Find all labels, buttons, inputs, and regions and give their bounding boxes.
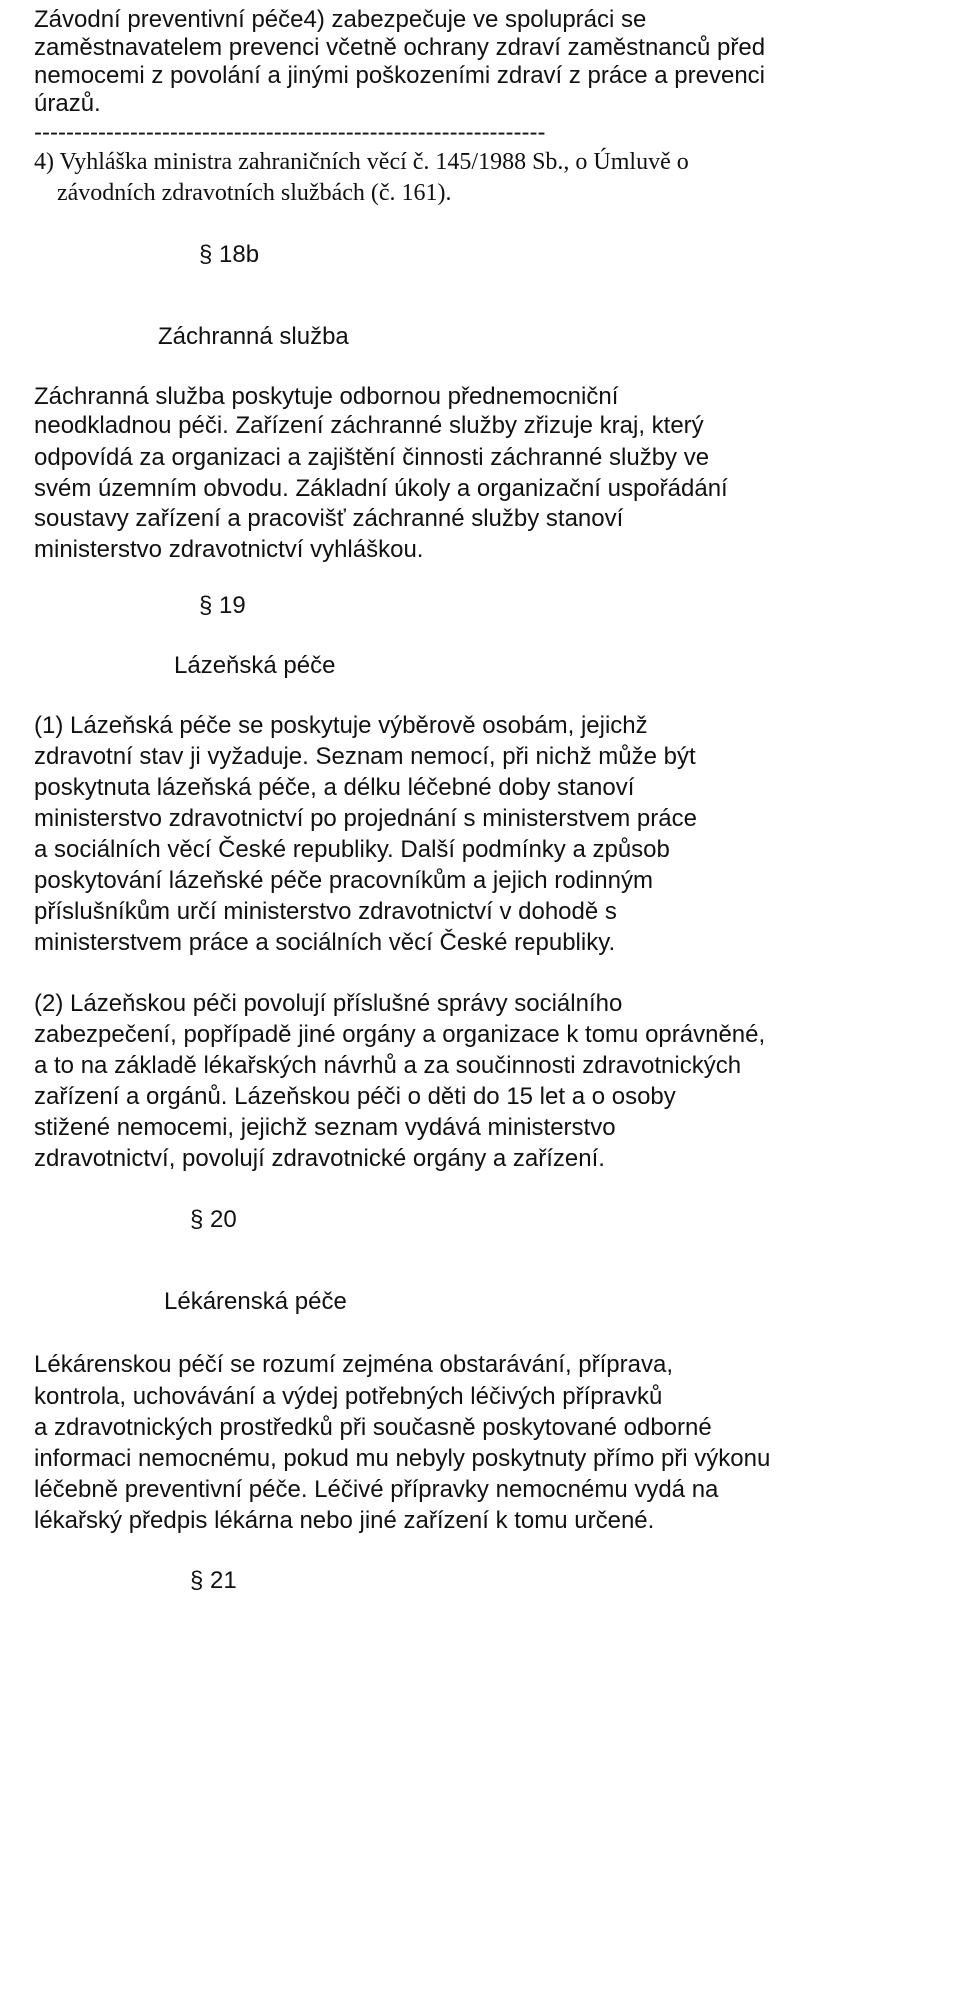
section-19-p1-line-8: ministerstvem práce a sociálních věcí České republiky.: [34, 929, 616, 956]
section-20-line-2: kontrola, uchovávání a výdej potřebných léčivých přípravků: [34, 1383, 663, 1410]
section-19-title: Lázeňská péče: [174, 652, 336, 679]
section-19-p1-line-6: poskytování lázeňské péče pracovníkům a jejich rodinným: [34, 867, 653, 894]
section-19-p1-line-4: ministerstvo zdravotnictví po projednání s ministerstvem práce: [34, 805, 697, 832]
section-18b-line-4: svém územním obvodu. Základní úkoly a organizační uspořádání: [34, 475, 728, 502]
section-20-line-4: informaci nemocnému, pokud mu nebyly poskytnuty přímo při výkonu: [34, 1445, 771, 1472]
footnote-line-2: závodních zdravotních službách (č. 161).: [57, 180, 452, 206]
section-19-p2-line-6: zdravotnictví, povolují zdravotnické orgány a zařízení.: [34, 1145, 605, 1172]
section-20-line-3: a zdravotnických prostředků při současně poskytované odborné: [34, 1414, 712, 1441]
section-21-number: § 21: [190, 1567, 237, 1594]
section-18b-line-1: Záchranná služba poskytuje odbornou přednemocniční: [34, 383, 619, 410]
section-18b-title: Záchranná služba: [158, 323, 349, 350]
section-19-p2-line-4: zařízení a orgánů. Lázeňskou péči o děti do 15 let a o osoby: [34, 1083, 676, 1110]
footnote-line-1: 4) Vyhláška ministra zahraničních věcí č. 145/1988 Sb., o Úmluvě o: [34, 149, 689, 175]
section-20-line-6: lékařský předpis lékárna nebo jiné zařízení k tomu určené.: [34, 1507, 655, 1534]
section-20-number: § 20: [190, 1206, 237, 1233]
section-18b-line-3: odpovídá za organizaci a zajištění činnosti záchranné služby ve: [34, 444, 710, 471]
section-19-number: § 19: [199, 592, 246, 619]
section-19-p1-line-3: poskytnuta lázeňská péče, a délku léčebné doby stanoví: [34, 774, 635, 801]
section-19-p1-line-7: příslušníkům určí ministerstvo zdravotnictví v dohodě s: [34, 898, 617, 925]
section-20-line-1: Lékárenskou péčí se rozumí zejména obstarávání, příprava,: [34, 1351, 673, 1378]
intro-line-1: Závodní preventivní péče4) zabezpečuje ve spolupráci se: [34, 6, 647, 33]
section-19-p1-line-2: zdravotní stav ji vyžaduje. Seznam nemocí, při nichž může být: [34, 743, 696, 770]
section-20-title: Lékárenská péče: [164, 1288, 347, 1315]
section-18b-line-2: neodkladnou péči. Zařízení záchranné služby zřizuje kraj, který: [34, 412, 704, 439]
section-19-p2-line-2: zabezpečení, popřípadě jiné orgány a organizace k tomu oprávněné,: [34, 1021, 766, 1048]
separator-line: ----------------------------------------------------------------: [34, 119, 546, 146]
section-20-line-5: léčebně preventivní péče. Léčivé přípravky nemocnému vydá na: [34, 1476, 719, 1503]
intro-line-2: zaměstnavatelem prevenci včetně ochrany zdraví zaměstnanců před: [34, 34, 766, 61]
intro-line-3: nemocemi z povolání a jinými poškozeními zdraví z práce a prevenci: [34, 62, 765, 89]
section-19-p2-line-5: stižené nemocemi, jejichž seznam vydává ministerstvo: [34, 1114, 616, 1141]
section-19-p2-line-3: a to na základě lékařských návrhů a za součinnosti zdravotnických: [34, 1052, 742, 1079]
section-18b-line-5: soustavy zařízení a pracovišť záchranné služby stanoví: [34, 505, 624, 532]
section-18b-line-6: ministerstvo zdravotnictví vyhláškou.: [34, 536, 424, 563]
intro-line-4: úrazů.: [34, 90, 101, 117]
section-19-p2-line-1: (2) Lázeňskou péči povolují příslušné správy sociálního: [34, 990, 623, 1017]
section-19-p1-line-5: a sociálních věcí České republiky. Další podmínky a způsob: [34, 836, 670, 863]
section-19-p1-line-1: (1) Lázeňská péče se poskytuje výběrově osobám, jejichž: [34, 712, 648, 739]
section-18b-number: § 18b: [199, 241, 260, 268]
